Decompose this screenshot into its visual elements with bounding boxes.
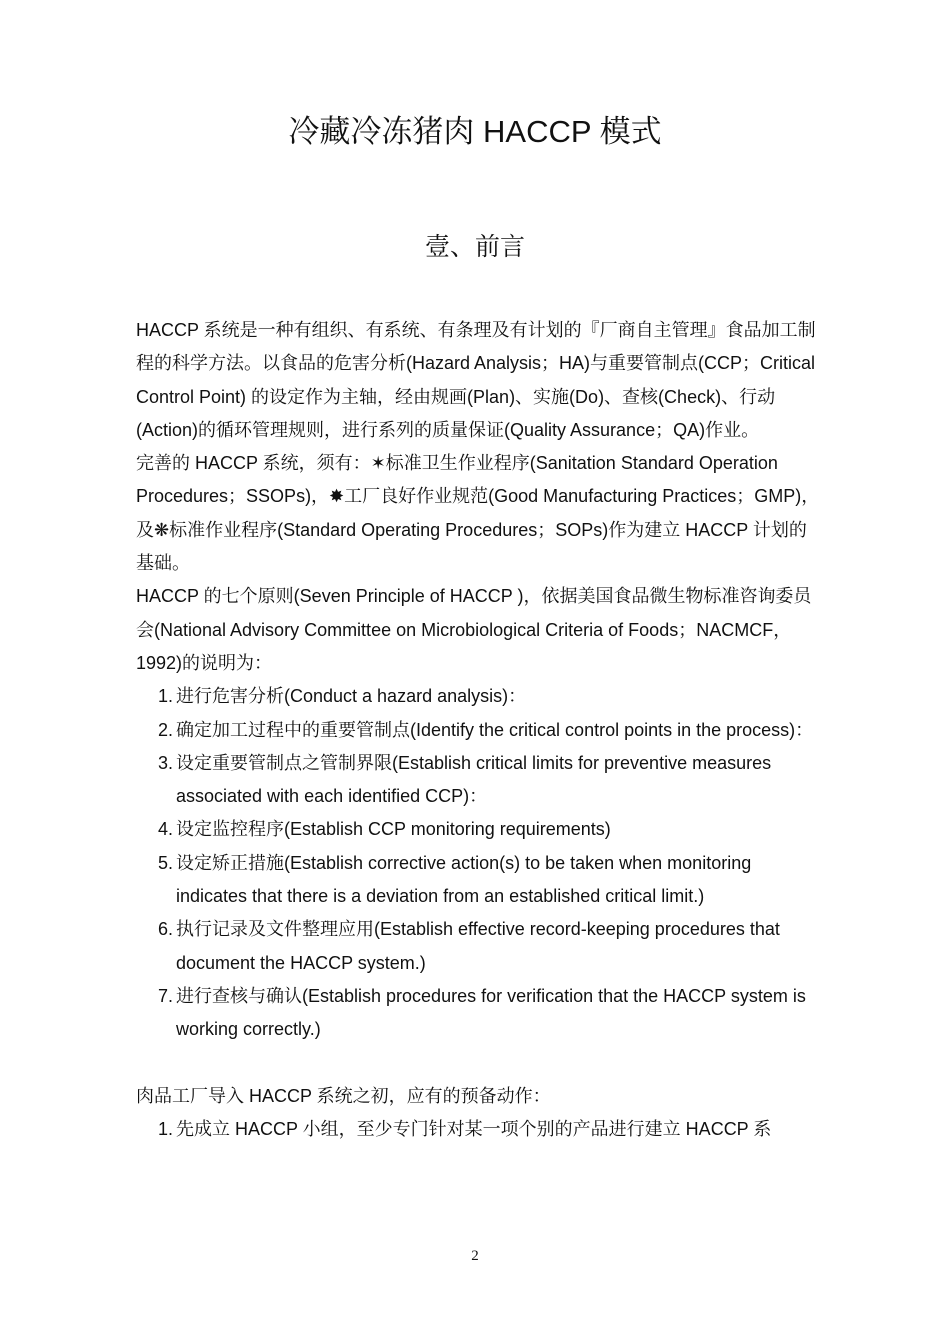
list-item-number: 5. bbox=[158, 852, 174, 873]
list-item-number: 1. bbox=[158, 686, 174, 707]
document-body bbox=[136, 314, 820, 1146]
preparation-list bbox=[136, 1113, 820, 1146]
list-item-text: 设定重要管制点之管制界限(Establish critical limits for preventive measures associated with each identified CCP)： bbox=[176, 752, 772, 807]
principles-list bbox=[136, 680, 820, 1046]
list-item-text: 设定监控程序(Establish CCP monitoring requirements) bbox=[176, 819, 611, 840]
list-item bbox=[136, 980, 820, 1047]
list-item-text: 进行危害分析(Conduct a hazard analysis)： bbox=[176, 686, 527, 707]
preparation-intro: 肉品工厂导入 HACCP 系统之初，应有的预备动作： bbox=[136, 1085, 551, 1106]
list-item bbox=[136, 714, 820, 747]
list-item-text: 执行记录及文件整理应用(Establish effective record-keeping procedures that document the HACCP system.) bbox=[176, 919, 780, 973]
list-item-text: 进行查核与确认(Establish procedures for verification that the HACCP system is working correctly.) bbox=[176, 985, 806, 1040]
principles-intro-paragraph: HACCP 的七个原则(Seven Principle of HACCP )，依据美国食品微生物标准咨询委员会(National Advisory Committee on Microbiological Criteria of Foods；NACMCF，1992)的说明为： bbox=[136, 586, 812, 673]
list-item bbox=[136, 847, 820, 914]
list-item-number: 7. bbox=[158, 985, 174, 1006]
list-item-number: 1. bbox=[158, 1119, 174, 1140]
list-item bbox=[136, 1113, 820, 1146]
page-number: 2 bbox=[471, 1248, 479, 1264]
intro-paragraph: HACCP 系统是一种有组织、有系统、有条理及有计划的『厂商自主管理』食品加工制程的科学方法。以食品的危害分析(Hazard Analysis；HA)与重要管制点(CCP；Critical Control Point) 的设定作为主轴，经由规画(Plan)、实施(Do)、查核(Check)、行动(Action)的循环管理规则，进行系列的质量保证(Quality Assurance；QA)作业。 bbox=[136, 320, 816, 440]
list-item-number: 2. bbox=[158, 719, 174, 740]
list-item-text: 确定加工过程中的重要管制点(Identify the critical control points in the process)： bbox=[176, 719, 814, 740]
spacer bbox=[136, 1047, 820, 1080]
section-heading: 壹、前言 bbox=[424, 234, 525, 261]
list-item bbox=[136, 913, 820, 980]
list-item-text: 先成立 HACCP 小组，至少专门针对某一项个别的产品进行建立 HACCP 系 bbox=[176, 1119, 772, 1140]
list-item-number: 6. bbox=[158, 919, 174, 940]
list-item bbox=[136, 680, 820, 713]
list-item-number: 4. bbox=[158, 819, 174, 840]
document-title: 冷藏冷冻猪肉 HACCP 模式 bbox=[288, 114, 662, 149]
prerequisite-paragraph: 完善的 HACCP 系统，须有：✶标准卫生作业程序(Sanitation Standard Operation Procedures；SSOPs)，✸工厂良好作业规范(Good Manufacturing Practices；GMP)，及❋标准作业程序(Standard Operating Procedures；SOPs)作为建立 HACCP 计划的基础。 bbox=[136, 453, 820, 574]
list-item-text: 设定矫正措施(Establish corrective action(s) to be taken when monitoring indicates that there is a deviation from an established critical limit.) bbox=[176, 852, 752, 907]
list-item bbox=[136, 813, 820, 846]
list-item bbox=[136, 747, 820, 814]
list-item-number: 3. bbox=[158, 752, 174, 773]
